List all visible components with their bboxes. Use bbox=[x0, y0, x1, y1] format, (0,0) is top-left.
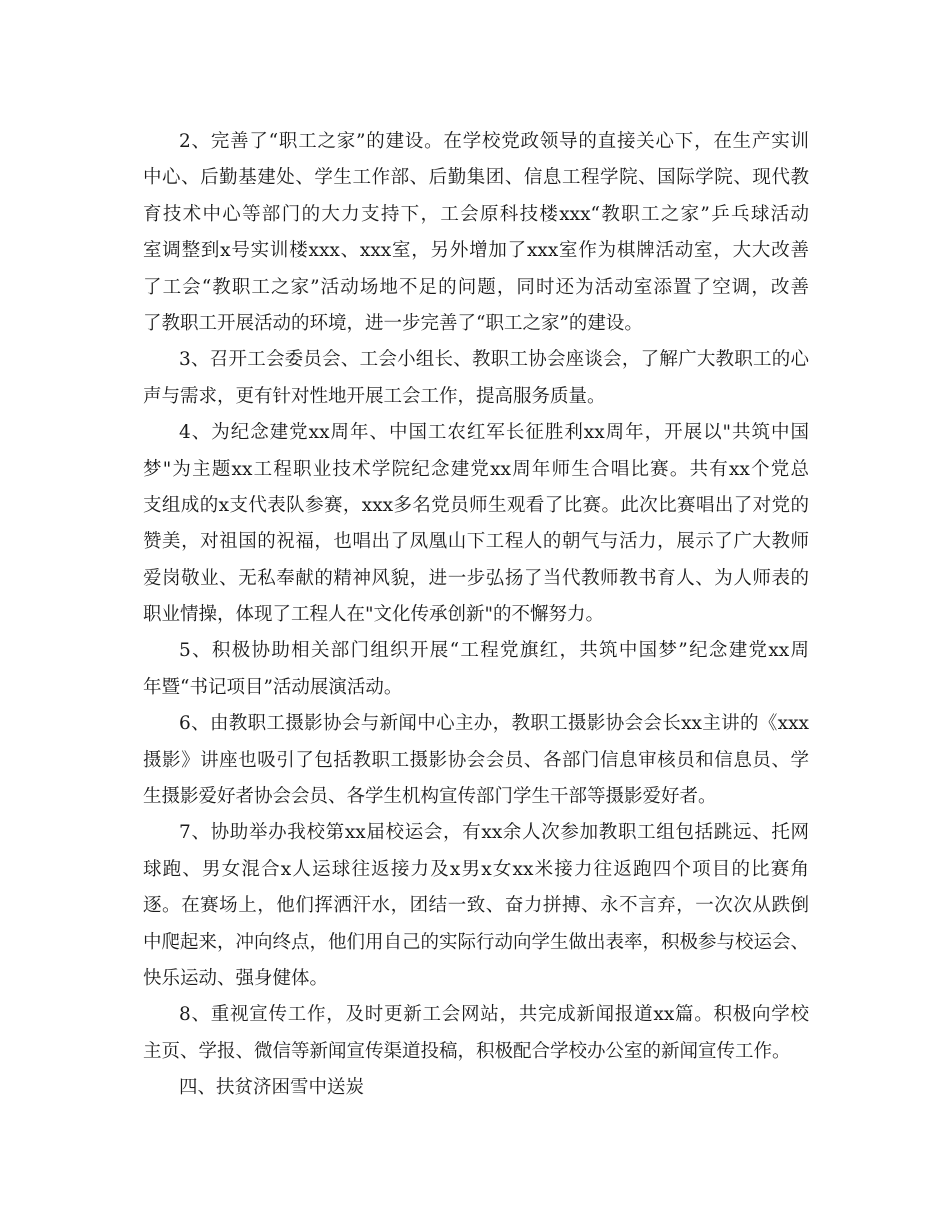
paragraph-line: 年暨“书记项目”活动展演活动。 bbox=[143, 676, 403, 698]
paragraph-line: 职业情操，体现了工程人在"文化传承创新"的不懈努力。 bbox=[143, 604, 605, 626]
paragraph-line: 支组成的x支代表队参赛，xxx多名党员师生观看了比赛。此次比赛唱出了对党的 bbox=[143, 494, 809, 516]
paragraph-line: 主页、学报、微信等新闻宣传渠道投稿，积极配合学校办公室的新闻宣传工作。 bbox=[143, 1040, 791, 1062]
paragraph-line: 了工会“教职工之家”活动场地不足的问题，同时还为活动室添置了空调，改善 bbox=[143, 276, 809, 298]
paragraph-line: 中爬起来，冲向终点，他们用自己的实际行动向学生做出表率，积极参与校运会、 bbox=[143, 931, 810, 953]
paragraph-line: 中心、后勤基建处、学生工作部、后勤集团、信息工程学院、国际学院、现代教 bbox=[143, 167, 809, 189]
paragraph-line: 2、完善了“职工之家”的建设。在学校党政领导的直接关心下，在生产实训 bbox=[179, 131, 809, 152]
paragraph-line: 快乐运动、强身健体。 bbox=[143, 967, 329, 989]
paragraph-line: 球跑、男女混合x人运球往返接力及x男x女xx米接力往返跑四个项目的比赛角 bbox=[143, 858, 809, 880]
section-heading: 四、扶贫济困雪中送炭 bbox=[179, 1077, 365, 1099]
paragraph-line: 6、由教职工摄影协会与新闻中心主办，教职工摄影协会会长xx主讲的《xxx bbox=[179, 713, 809, 735]
paragraph-line: 了教职工开展活动的环境，进一步完善了“职工之家”的建设。 bbox=[143, 312, 643, 334]
paragraph-line: 5、积极协助相关部门组织开展“工程党旗红，共筑中国梦”纪念建党xx周 bbox=[179, 640, 809, 662]
paragraph-line: 逐。在赛场上，他们挥洒汗水，团结一致、奋力拼搏、永不言弃，一次次从跌倒 bbox=[143, 895, 809, 917]
paragraph-line: 声与需求，更有针对性地开展工会工作，提高服务质量。 bbox=[143, 385, 606, 407]
paragraph-line: 摄影》讲座也吸引了包括教职工摄影协会会员、各部门信息审核员和信息员、学 bbox=[143, 749, 809, 771]
paragraph-line: 4、为纪念建党xx周年、中国工农红军长征胜利xx周年，开展以"共筑中国 bbox=[179, 422, 809, 444]
paragraph-line: 室调整到x号实训楼xxx、xxx室，另外增加了xxx室作为棋牌活动室，大大改善 bbox=[143, 240, 809, 262]
paragraph-line: 8、重视宣传工作，及时更新工会网站，共完成新闻报道xx篇。积极向学校 bbox=[179, 1004, 809, 1026]
paragraph-line: 生摄影爱好者协会会员、各学生机构宣传部门学生干部等摄影爱好者。 bbox=[143, 786, 717, 808]
paragraph-line: 7、协助举办我校第xx届校运会，有xx余人次参加教职工组包括跳远、托网 bbox=[179, 822, 809, 844]
paragraph-line: 赞美，对祖国的祝福，也唱出了凤凰山下工程人的朝气与活力，展示了广大教师 bbox=[143, 531, 809, 553]
paragraph-line: 3、召开工会委员会、工会小组长、教职工协会座谈会，了解广大教职工的心 bbox=[179, 349, 809, 371]
paragraph-line: 爱岗敬业、无私奉献的精神风貌，进一步弘扬了当代教师教书育人、为人师表的 bbox=[143, 567, 809, 589]
document-body bbox=[143, 124, 809, 1107]
paragraph-line: 梦"为主题xx工程职业技术学院纪念建党xx周年师生合唱比赛。共有xx个党总 bbox=[143, 458, 809, 480]
paragraph-line: 育技术中心等部门的大力支持下，工会原科技楼xxx“教职工之家”乒乓球活动 bbox=[143, 203, 809, 225]
